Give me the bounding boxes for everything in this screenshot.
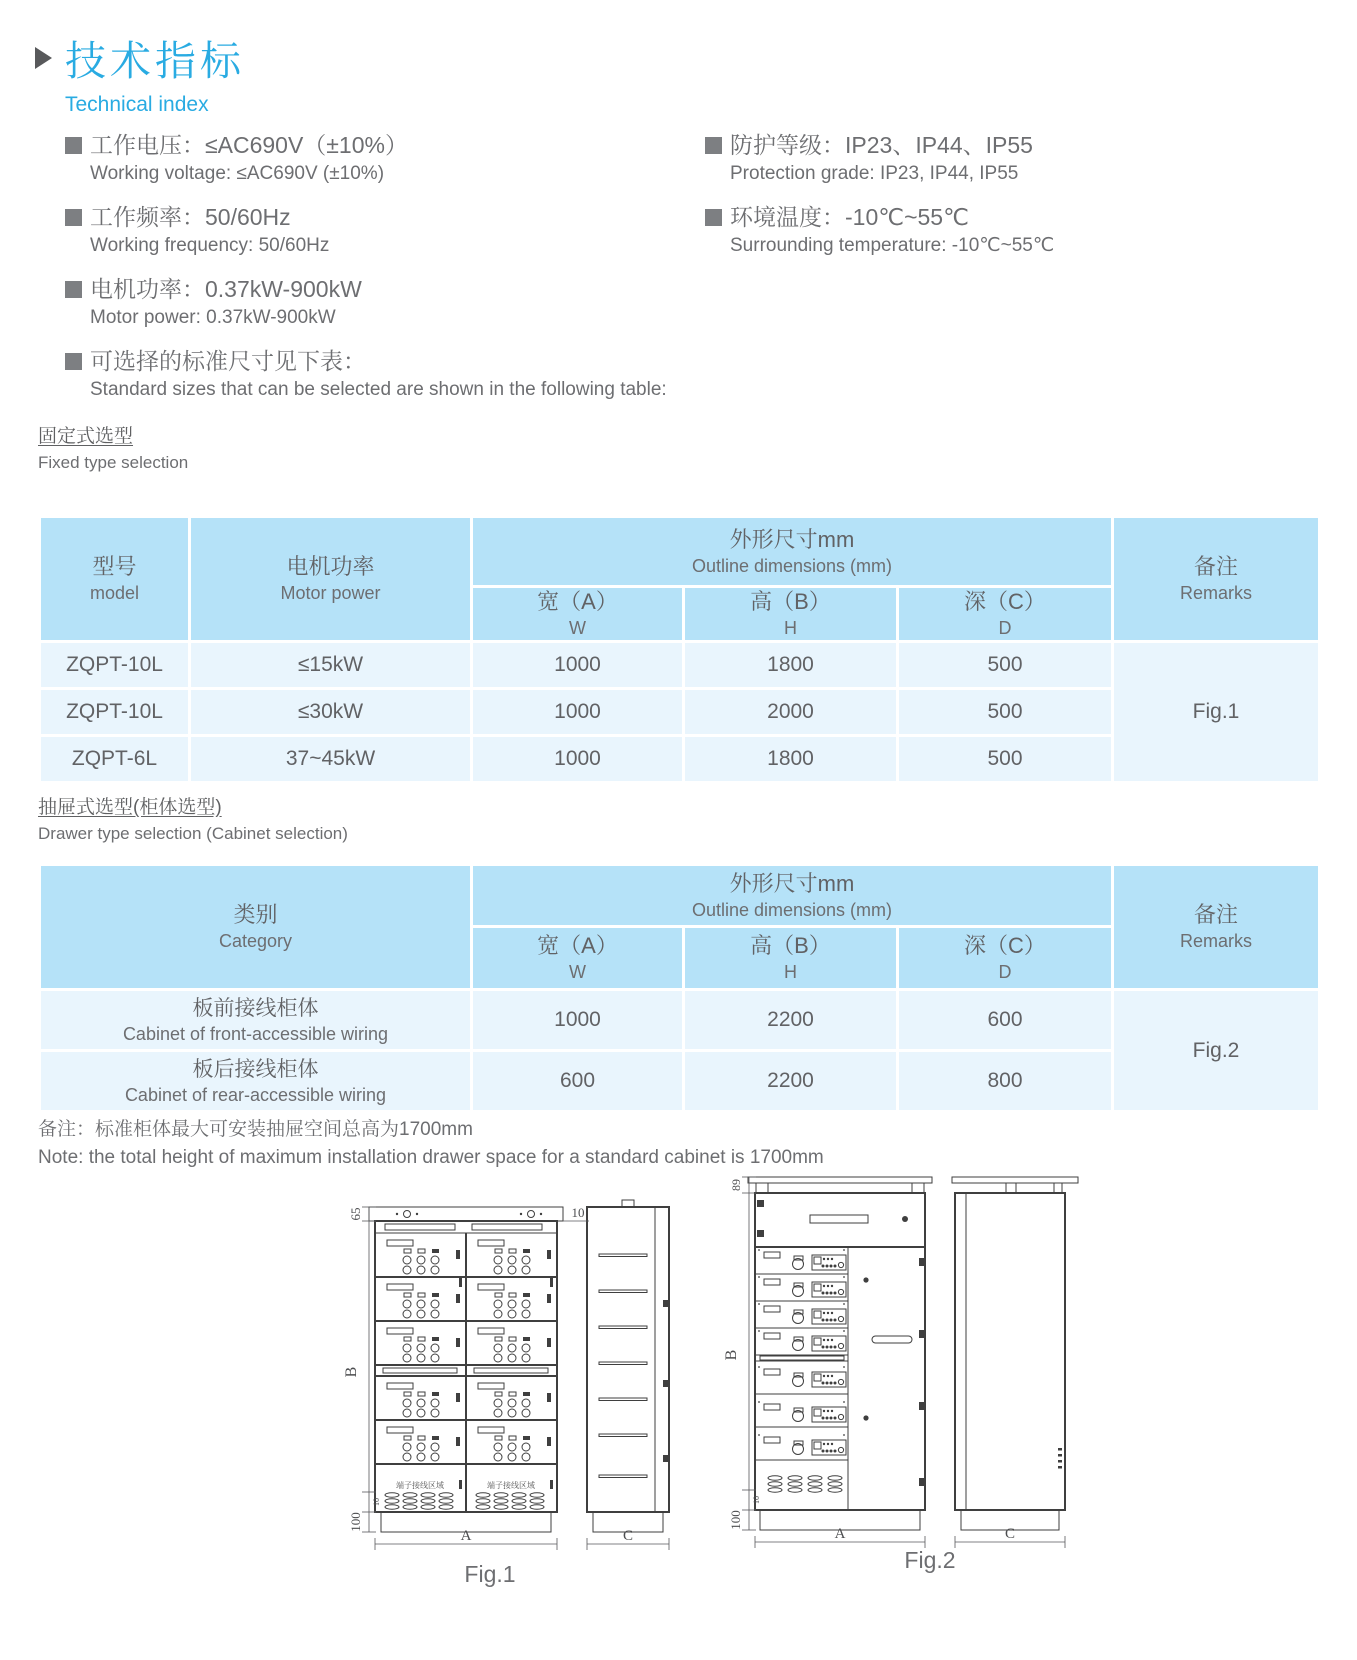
fig2-dim-B: B [723,1349,740,1361]
note-cn: 备注：标准柜体最大可安装抽屉空间总高为1700mm [38,1119,473,1140]
section1-label [38,424,188,476]
spec-list-left [65,130,685,418]
cell-model: ZQPT-6L [40,736,190,783]
cell-power: ≤15kW [190,642,472,689]
terminal-area-label: 端子接线区域 [487,1481,535,1490]
header-cn: 外形尺寸mm [729,526,855,552]
cell-category [40,1051,472,1112]
cell-height: 2200 [684,990,898,1051]
square-bullet-icon [705,137,722,154]
header-en: Category [218,931,293,951]
section1-label-cn: 固定式选型 [38,426,134,447]
cell-remark: Fig.1 [1113,642,1320,783]
section2-label [38,795,348,847]
cell-model: ZQPT-10L [40,642,190,689]
page-title: 技术指标 [65,38,245,84]
header-en: Outline dimensions (mm) [691,555,893,576]
section-arrow-icon [35,47,52,69]
fig2-dim-C: C [1004,1526,1016,1542]
cell-model: ZQPT-10L [40,689,190,736]
fig1-dim-10-top: 10 [571,1205,585,1220]
col-header-height [684,587,898,642]
section1-label-en: Fixed type selection [38,453,189,472]
header-cn: 备注 [1193,902,1238,927]
fig2-dim-100: 100 [728,1510,743,1530]
table-row [40,990,1320,1051]
header-en: H [784,962,797,982]
header-cn: 高（B） [750,589,831,614]
spec-item [65,130,685,188]
spec-item [705,130,1325,188]
header-cn: 备注 [1193,554,1238,579]
square-bullet-icon [65,209,82,226]
section2-label-en: Drawer type selection (Cabinet selection) [38,824,348,843]
fig1-caption: Fig.1 [464,1561,516,1587]
spec-item [65,274,685,332]
header-en: D [998,618,1012,638]
fig1-dim-100: 100 [348,1512,363,1532]
cell-remark: Fig.2 [1113,990,1320,1112]
fig1-dim-C: C [622,1528,634,1544]
square-bullet-icon [65,353,82,370]
fig1-front-view [369,1207,563,1532]
fig1-dim-65: 65 [348,1207,363,1221]
square-bullet-icon [705,209,722,226]
cell-width: 1000 [472,990,684,1051]
spec-item [65,346,685,404]
cell-power: ≤30kW [190,689,472,736]
spec-cn-text: 工作电压：≤AC690V（±10%） [90,132,408,158]
cell-height: 2000 [684,689,898,736]
fixed-type-table [38,515,1321,784]
header-en: W [569,618,586,638]
cell-depth: 600 [898,990,1113,1051]
figures-area [0,1150,1357,1630]
fig1-drawing [335,1150,695,1610]
page-subtitle: Technical index [65,93,209,116]
header-cn: 宽（A） [537,933,618,958]
header-en: model [89,583,140,603]
spec-cn-text: 工作频率：50/60Hz [90,204,291,230]
spec-en-text: Working voltage: ≤AC690V (±10%) [90,163,385,184]
header-cn: 电机功率 [286,554,375,579]
col-header-width [472,587,684,642]
spec-cn-text: 环境温度：-10℃~55℃ [730,204,969,230]
spec-item [705,202,1325,260]
col-header-height [684,927,898,990]
section2-label-cn: 抽屉式选型(柜体选型) [38,797,222,818]
note-en: Note: the total height of maximum installation drawer space for a standard cabinet is 1700mm [38,1147,824,1168]
page-header [35,28,245,117]
col-header-depth [898,927,1113,990]
header-cn: 型号 [92,554,137,579]
col-header-outline-dimensions [472,517,1113,587]
fig2-front-view [748,1177,932,1530]
spec-en-text: Working frequency: 50/60Hz [90,235,330,256]
header-cn: 高（B） [750,933,831,958]
spec-list-right [705,130,1325,274]
col-header-remarks [1113,865,1320,990]
header-cn: 类别 [233,902,278,927]
cell-width: 1000 [472,642,684,689]
fig2-dim-89: 89 [729,1179,743,1191]
header-cn: 宽（A） [537,589,618,614]
table-row [40,642,1320,689]
cell-height: 1800 [684,736,898,783]
header-en: Motor power [280,583,381,603]
cell-width: 600 [472,1051,684,1112]
drawer-type-table [38,863,1321,1113]
fig2-dim-10: 10 [752,1496,761,1504]
header-en: W [569,962,586,982]
cell-height: 1800 [684,642,898,689]
terminal-area-label: 端子接线区域 [396,1481,444,1490]
category-en: Cabinet of front-accessible wiring [122,1023,389,1044]
fig1-dim-B: B [343,1366,360,1378]
square-bullet-icon [65,281,82,298]
header-en: Remarks [1179,931,1252,951]
cell-depth: 500 [898,736,1113,783]
cell-depth: 500 [898,642,1113,689]
spec-en-text: Protection grade: IP23, IP44, IP55 [730,163,1019,184]
category-cn: 板前接线柜体 [192,996,319,1020]
fig2-caption: Fig.2 [904,1547,956,1573]
cell-depth: 800 [898,1051,1113,1112]
spec-en-text: Standard sizes that can be selected are shown in the following table: [90,379,667,400]
col-header-depth [898,587,1113,642]
col-header-motor-power [190,517,472,642]
cell-width: 1000 [472,736,684,783]
fig2-dim-A: A [834,1526,846,1542]
header-en: Remarks [1179,583,1252,603]
header-en: D [998,962,1012,982]
category-cn: 板后接线柜体 [192,1057,319,1081]
cell-width: 1000 [472,689,684,736]
cell-depth: 500 [898,689,1113,736]
col-header-category [40,865,472,990]
cell-category [40,990,472,1051]
fig1-side-view [587,1200,669,1532]
spec-cn-text: 可选择的标准尺寸见下表： [90,348,366,374]
fig1-dim-A: A [460,1528,472,1544]
square-bullet-icon [65,137,82,154]
spec-en-text: Surrounding temperature: -10℃~55℃ [730,235,1055,256]
fig2-side-view [952,1177,1078,1530]
header-cn: 深（C） [964,933,1046,958]
cell-height: 2200 [684,1051,898,1112]
cell-power: 37~45kW [190,736,472,783]
col-header-remarks [1113,517,1320,642]
spec-en-text: Motor power: 0.37kW-900kW [90,307,336,328]
header-en: Outline dimensions (mm) [691,899,893,920]
header-en: H [784,618,797,638]
fig2-drawing [690,1150,1100,1610]
spec-cn-text: 防护等级：IP23、IP44、IP55 [730,132,1033,158]
header-cn: 深（C） [964,589,1046,614]
category-en: Cabinet of rear-accessible wiring [124,1084,387,1105]
header-cn: 外形尺寸mm [729,870,855,896]
col-header-width [472,927,684,990]
col-header-outline-dimensions [472,865,1113,927]
spec-cn-text: 电机功率：0.37kW-900kW [90,276,362,302]
fig1-dim-10-bottom: 10 [372,1498,381,1506]
spec-item [65,202,685,260]
col-header-model [40,517,190,642]
